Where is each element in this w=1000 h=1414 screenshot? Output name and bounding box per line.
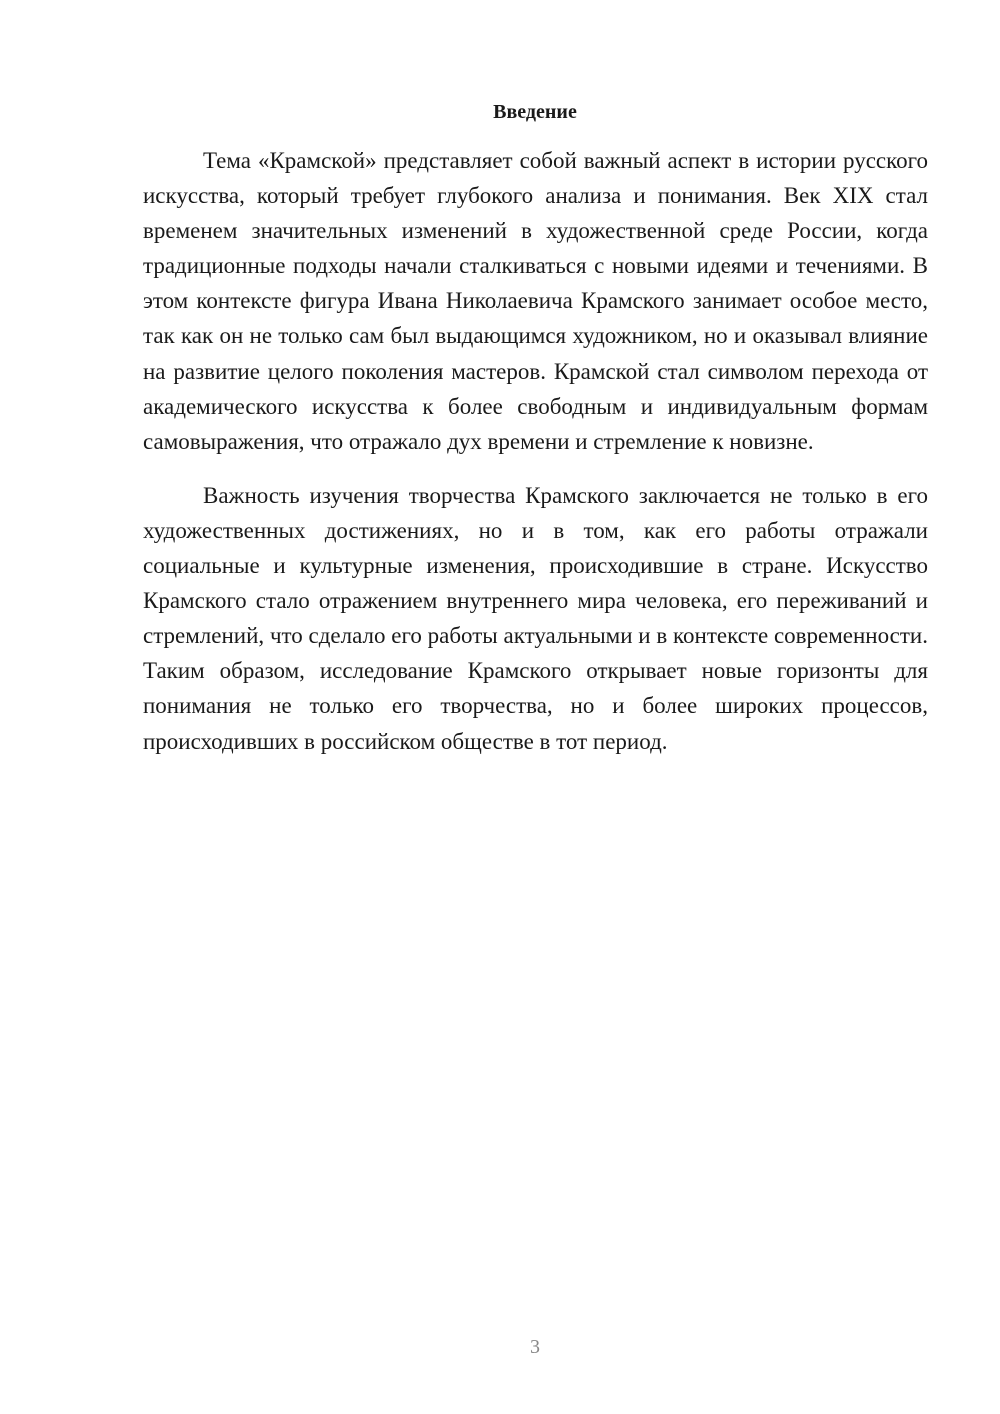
body-text xyxy=(143,143,928,759)
section-title: Введение xyxy=(493,101,577,123)
paragraph-1: Тема «Крамской» представляет собой важный аспект в истории русского искусства, который требует глубокого анализа и понимания. Век XIX стал временем значительных изменений в художественной среде России, когда традиционные подходы начали сталкиваться с новыми идеями и течениями. В этом контексте фигура Ивана Николаевича Крамского занимает особое место, так как он не только сам был выдающимся художником, но и оказывал влияние на развитие целого поколения мастеров. Крамской стал символом перехода от академического искусства к более свободным и индивидуальным формам самовыражения, что отражало дух времени и стремление к новизне. xyxy=(143,148,928,454)
paragraph-2: Важность изучения творчества Крамского заключается не только в его художественных достижениях, но и в том, как его работы отражали социальные и культурные изменения, происходившие в стране. Искусство Крамского стало отражением внутреннего мира человека, его переживаний и стремлений, что сделало его работы актуальными и в контексте современности. Таким образом, исследование Крамского открывает новые горизонты для понимания не только его творчества, но и более широких процессов, происходивших в российском обществе в тот период. xyxy=(143,482,928,754)
page-number: 3 xyxy=(530,1336,540,1358)
